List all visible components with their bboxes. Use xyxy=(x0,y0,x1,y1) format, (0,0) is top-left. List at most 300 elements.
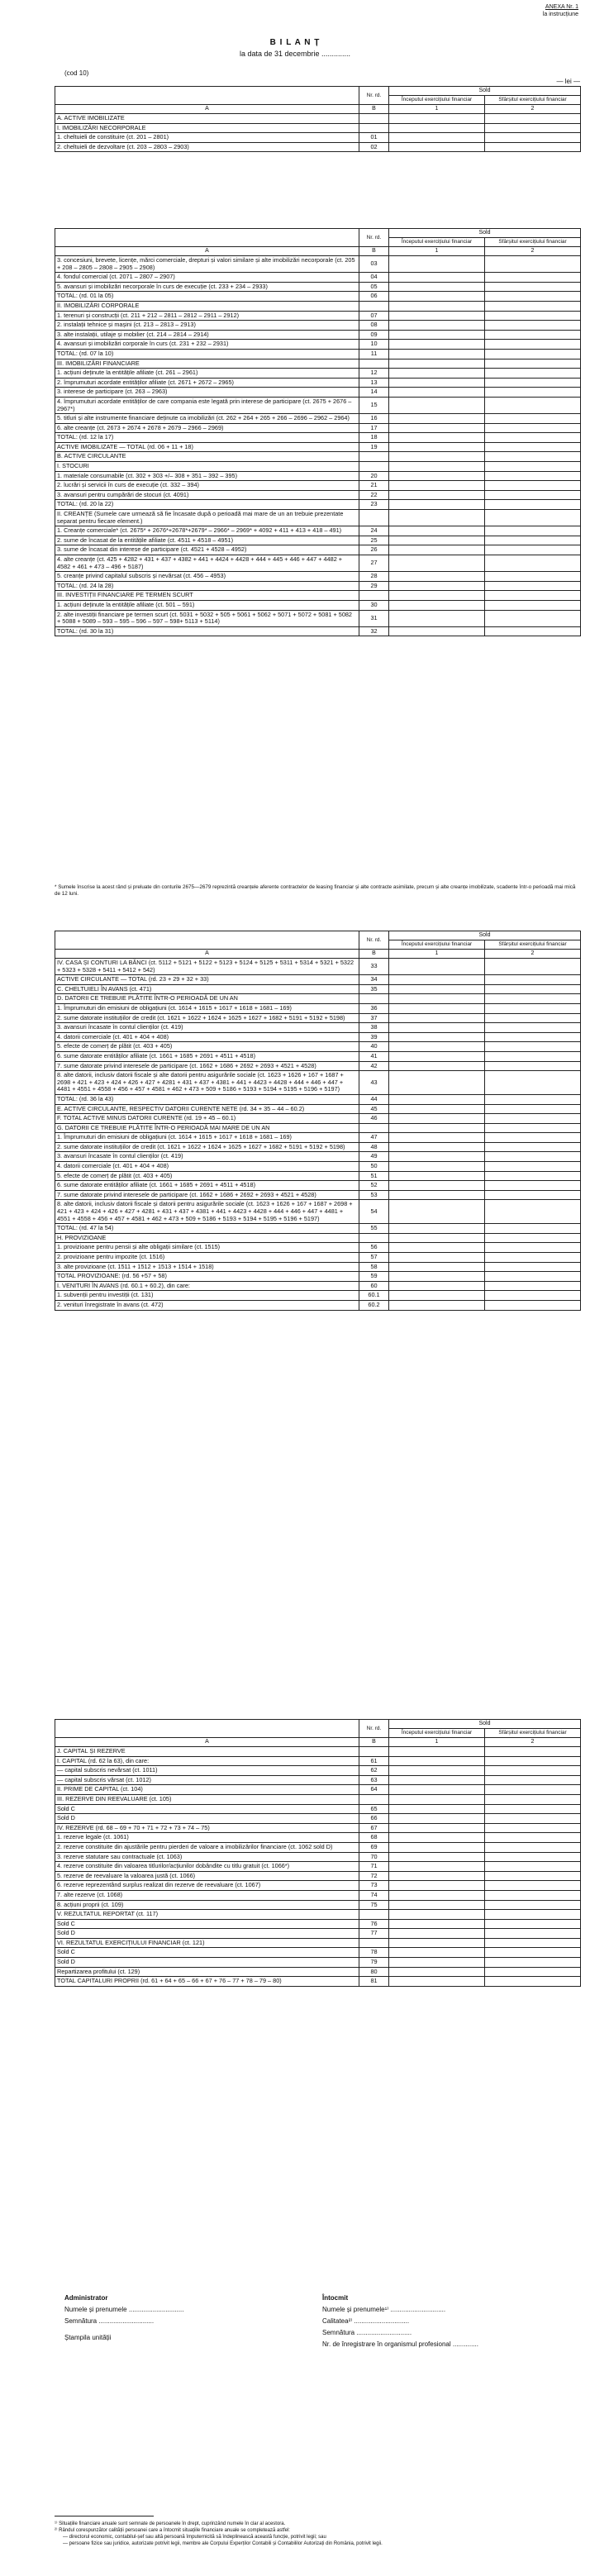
value-start-cell xyxy=(389,600,485,610)
table-row xyxy=(55,1300,581,1310)
row-label: 5. efecte de comerț de plătit (ct. 403 + 405) xyxy=(55,1171,359,1181)
value-end-cell xyxy=(485,1071,581,1095)
row-label: 7. sume datorate privind interesele de participare (ct. 1662 + 1686 + 2692 + 2693 + 4521 + 4528) xyxy=(55,1061,359,1071)
header-row-number: Nr. rd. xyxy=(359,931,389,950)
value-start-cell xyxy=(389,1929,485,1939)
header-col-2: 2 xyxy=(485,247,581,256)
value-start-cell xyxy=(389,1262,485,1272)
row-label: 2. împrumuturi acordate entităților afiliate (ct. 2671 + 2672 – 2965) xyxy=(55,378,359,388)
value-end-cell xyxy=(485,1181,581,1191)
row-label: 3. alte provizioane (ct. 1511 + 1512 + 1513 + 1514 + 1518) xyxy=(55,1262,359,1272)
row-label: 2. alte investiții financiare pe termen scurt (ct. 5031 + 5032 + 505 + 5061 + 5062 + 5071 + 5072 + 5081 + 5082 + 5088 + 5089 – 593 – 595 – 596 – 597 – 598+ 5113 + 5114) xyxy=(55,610,359,626)
row-label: 6. rezerve reprezentând surplus realizat din rezerve de reevaluare (ct. 1067) xyxy=(55,1881,359,1891)
value-end-cell xyxy=(485,1300,581,1310)
table-row xyxy=(55,1253,581,1263)
header-col-2: 2 xyxy=(485,1738,581,1747)
value-start-cell xyxy=(389,1133,485,1143)
header-col-b: B xyxy=(359,105,389,114)
row-number: 13 xyxy=(359,378,389,388)
administrator-block xyxy=(64,2293,184,2344)
table-row xyxy=(55,1804,581,1814)
row-number xyxy=(359,1747,389,1757)
row-label: TOTAL CAPITALURI PROPRII (rd. 61 + 64 + 65 – 66 + 67 + 76 – 77 + 78 – 79 – 80) xyxy=(55,1977,359,1987)
table-row xyxy=(55,1814,581,1824)
row-number: 58 xyxy=(359,1262,389,1272)
value-end-cell xyxy=(485,1794,581,1804)
table-row xyxy=(55,994,581,1004)
value-end-cell xyxy=(485,133,581,143)
table-row xyxy=(55,1094,581,1104)
value-start-cell xyxy=(389,572,485,582)
table-row xyxy=(55,1833,581,1843)
table-row xyxy=(55,1003,581,1013)
row-number: 70 xyxy=(359,1852,389,1862)
table-row xyxy=(55,471,581,481)
row-number: 66 xyxy=(359,1814,389,1824)
row-label: 5. creanțe privind capitalul subscris și nevărsat (ct. 456 – 4953) xyxy=(55,572,359,582)
row-label: Sold C xyxy=(55,1804,359,1814)
bottom-note: — persoane fizice sau juridice, autorizate potrivit legii, membre ale Corpului Experților Contabili și Contabililor Autorizați din România, potrivit legii. xyxy=(63,2541,383,2546)
value-end-cell xyxy=(485,1967,581,1977)
row-label: — capital subscris vărsat (ct. 1012) xyxy=(55,1775,359,1785)
value-start-cell xyxy=(389,1152,485,1162)
header-start-of-year: Începutul exercițiului financiar xyxy=(389,940,485,950)
row-number xyxy=(359,452,389,462)
annex-subtitle: la instrucțiune xyxy=(542,12,578,17)
value-start-cell xyxy=(389,123,485,133)
value-start-cell xyxy=(389,282,485,292)
row-number xyxy=(359,114,389,124)
table-row xyxy=(55,600,581,610)
row-number: 64 xyxy=(359,1785,389,1795)
company-stamp-label: Ștampila unității xyxy=(64,2334,112,2341)
row-label: D. DATORII CE TREBUIE PLĂTITE ÎNTR-O PERIOADĂ DE UN AN xyxy=(55,994,359,1004)
value-end-cell xyxy=(485,1233,581,1243)
bottom-note: ²⁾ Rândul corespunzător calității persoanei care a întocmit situațiile financiare anuale se completează astfel: xyxy=(55,2528,290,2533)
value-end-cell xyxy=(485,414,581,424)
row-number: 10 xyxy=(359,340,389,350)
row-label: 7. sume datorate privind interesele de participare (ct. 1662 + 1686 + 2692 + 2693 + 4521 + 4528) xyxy=(55,1190,359,1200)
value-start-cell xyxy=(389,1190,485,1200)
row-label: 6. alte creanțe (ct. 2673 + 2674 + 2678 + 2679 – 2966 – 2969) xyxy=(55,423,359,433)
value-end-cell xyxy=(485,1747,581,1757)
header-blank-cell xyxy=(55,229,359,247)
value-start-cell xyxy=(389,388,485,398)
table-row xyxy=(55,378,581,388)
value-start-cell xyxy=(389,330,485,340)
value-end-cell xyxy=(485,1775,581,1785)
row-label: 3. avansuri pentru cumpărări de stocuri (ct. 4091) xyxy=(55,490,359,500)
table-row xyxy=(55,1948,581,1958)
value-end-cell xyxy=(485,1051,581,1061)
value-end-cell xyxy=(485,1958,581,1968)
value-end-cell xyxy=(485,510,581,526)
table-row xyxy=(55,1881,581,1891)
row-number xyxy=(359,510,389,526)
value-start-cell xyxy=(389,292,485,302)
row-label: I. CAPITAL (rd. 62 la 63), din care: xyxy=(55,1756,359,1766)
row-number xyxy=(359,591,389,601)
table-row xyxy=(55,397,581,413)
footnote-leasing: * Sumele înscrise la acest rând și preluate din conturile 2675—2679 reprezintă creanțele aferente contractelor de leasing financiar și alte contracte asimilate, precum și alte creanțe imobilizate, scadente într-o perioadă mai mică de 12 luni. xyxy=(55,884,576,897)
value-start-cell xyxy=(389,1977,485,1987)
table-row xyxy=(55,1900,581,1910)
value-start-cell xyxy=(389,1281,485,1291)
row-number: 35 xyxy=(359,984,389,994)
row-label: Repartizarea profitului (ct. 129) xyxy=(55,1967,359,1977)
value-end-cell xyxy=(485,1833,581,1843)
table-row xyxy=(55,490,581,500)
prepared-by-name-field: Numele și prenumele¹⁾ .............................. xyxy=(322,2306,446,2313)
value-end-cell xyxy=(485,536,581,545)
header-col-1: 1 xyxy=(389,950,485,959)
table-row xyxy=(55,1224,581,1234)
row-label: V. REZULTATUL REPORTAT (ct. 117) xyxy=(55,1910,359,1920)
value-end-cell xyxy=(485,292,581,302)
value-start-cell xyxy=(389,1162,485,1172)
value-start-cell xyxy=(389,1181,485,1191)
value-start-cell xyxy=(389,414,485,424)
table-row xyxy=(55,555,581,572)
value-start-cell xyxy=(389,1094,485,1104)
row-label: — capital subscris nevărsat (ct. 1011) xyxy=(55,1766,359,1776)
value-end-cell xyxy=(485,330,581,340)
value-end-cell xyxy=(485,1804,581,1814)
table-row xyxy=(55,433,581,443)
row-number: 65 xyxy=(359,1804,389,1814)
row-number: 25 xyxy=(359,536,389,545)
value-start-cell xyxy=(389,1171,485,1181)
table-row xyxy=(55,1852,581,1862)
row-label: 2. rezerve constituite din ajustările pentru pierderi de valoare a imobilizărilor financiare (ct. 1062 sold D) xyxy=(55,1842,359,1852)
row-label: 3. avansuri încasate în contul clienților (ct. 419) xyxy=(55,1152,359,1162)
value-end-cell xyxy=(485,340,581,350)
row-label: 1. terenuri și construcții (ct. 211 + 212 – 2811 – 2812 – 2911 – 2912) xyxy=(55,311,359,321)
row-number: 47 xyxy=(359,1133,389,1143)
value-start-cell xyxy=(389,114,485,124)
row-number: 62 xyxy=(359,1766,389,1776)
row-number xyxy=(359,123,389,133)
table-row xyxy=(55,500,581,510)
row-number: 34 xyxy=(359,975,389,985)
row-number xyxy=(359,1794,389,1804)
table-row xyxy=(55,1272,581,1282)
row-number: 18 xyxy=(359,433,389,443)
row-label: 5. rezerve de reevaluare la valoarea justă (ct. 1066) xyxy=(55,1871,359,1881)
table-row xyxy=(55,481,581,491)
header-col-a: A xyxy=(55,1738,359,1747)
value-start-cell xyxy=(389,1253,485,1263)
value-end-cell xyxy=(485,1281,581,1291)
table-row xyxy=(55,292,581,302)
value-end-cell xyxy=(485,423,581,433)
row-number: 02 xyxy=(359,142,389,152)
row-number: 55 xyxy=(359,1224,389,1234)
value-end-cell xyxy=(485,481,581,491)
prepared-by-capacity-field: Calitatea²⁾ .............................. xyxy=(322,2317,410,2325)
table-row xyxy=(55,1152,581,1162)
administrator-signature-field: Semnătura .............................. xyxy=(64,2317,155,2325)
table-row xyxy=(55,330,581,340)
value-end-cell xyxy=(485,1224,581,1234)
value-end-cell xyxy=(485,462,581,472)
row-label: 3. interese de participare (ct. 263 – 2963) xyxy=(55,388,359,398)
value-end-cell xyxy=(485,1881,581,1891)
value-start-cell xyxy=(389,1775,485,1785)
value-start-cell xyxy=(389,1871,485,1881)
row-label: 2. venituri înregistrate în avans (ct. 472) xyxy=(55,1300,359,1310)
table-row xyxy=(55,1071,581,1095)
row-number: 38 xyxy=(359,1023,389,1033)
value-end-cell xyxy=(485,388,581,398)
row-number: 14 xyxy=(359,388,389,398)
row-label: II. PRIME DE CAPITAL (ct. 104) xyxy=(55,1785,359,1795)
value-start-cell xyxy=(389,340,485,350)
value-end-cell xyxy=(485,369,581,379)
row-number: 20 xyxy=(359,471,389,481)
value-start-cell xyxy=(389,1272,485,1282)
balance-table-2 xyxy=(55,228,581,636)
row-label: TOTAL: (rd. 36 la 43) xyxy=(55,1094,359,1104)
value-end-cell xyxy=(485,526,581,536)
value-end-cell xyxy=(485,1862,581,1872)
row-label: 3. rezerve statutare sau contractuale (ct. 1063) xyxy=(55,1852,359,1862)
value-start-cell xyxy=(389,301,485,311)
table-row xyxy=(55,423,581,433)
row-number: 57 xyxy=(359,1253,389,1263)
row-number: 29 xyxy=(359,581,389,591)
value-end-cell xyxy=(485,591,581,601)
value-end-cell xyxy=(485,349,581,359)
value-end-cell xyxy=(485,1262,581,1272)
value-start-cell xyxy=(389,1200,485,1224)
value-end-cell xyxy=(485,1162,581,1172)
header-col-2: 2 xyxy=(485,950,581,959)
row-number: 61 xyxy=(359,1756,389,1766)
row-number: 12 xyxy=(359,369,389,379)
value-end-cell xyxy=(485,1842,581,1852)
value-start-cell xyxy=(389,1233,485,1243)
value-end-cell xyxy=(485,273,581,283)
table-row xyxy=(55,1747,581,1757)
value-end-cell xyxy=(485,1814,581,1824)
value-start-cell xyxy=(389,481,485,491)
table-row xyxy=(55,1032,581,1042)
administrator-name-field: Numele și prenumele .............................. xyxy=(64,2306,184,2313)
table-row xyxy=(55,114,581,124)
row-number: 22 xyxy=(359,490,389,500)
row-number: 74 xyxy=(359,1890,389,1900)
value-end-cell xyxy=(485,256,581,273)
bottom-note: — directorul economic, contabilul-șef sau altă persoană împuternicită să îndeplinească această funcție, potrivit legii; sau xyxy=(63,2535,326,2540)
value-start-cell xyxy=(389,1785,485,1795)
value-end-cell xyxy=(485,282,581,292)
row-label: 3. alte instalații, utilaje și mobilier (ct. 214 – 2814 – 2914) xyxy=(55,330,359,340)
row-number xyxy=(359,359,389,369)
value-start-cell xyxy=(389,1814,485,1824)
row-number: 30 xyxy=(359,600,389,610)
row-number: 17 xyxy=(359,423,389,433)
table-row xyxy=(55,1766,581,1776)
header-end-of-year: Sfârșitul exercițiului financiar xyxy=(485,238,581,247)
row-label: TOTAL: (rd. 12 la 17) xyxy=(55,433,359,443)
row-number: 27 xyxy=(359,555,389,572)
table-row xyxy=(55,1181,581,1191)
row-number: 59 xyxy=(359,1272,389,1282)
header-col-1: 1 xyxy=(389,1738,485,1747)
form-code: (cod 10) xyxy=(64,69,89,77)
table-row xyxy=(55,1104,581,1114)
value-end-cell xyxy=(485,378,581,388)
value-start-cell xyxy=(389,1862,485,1872)
currency-label: — lei — xyxy=(556,78,580,85)
row-label: 1. rezerve legale (ct. 1061) xyxy=(55,1833,359,1843)
header-start-of-year: Începutul exercițiului financiar xyxy=(389,96,485,105)
table-row xyxy=(55,1142,581,1152)
row-label: E. ACTIVE CIRCULANTE, RESPECTIV DATORII CURENTE NETE (rd. 34 + 35 – 44 – 60.2) xyxy=(55,1104,359,1114)
value-end-cell xyxy=(485,123,581,133)
row-number: 39 xyxy=(359,1032,389,1042)
value-end-cell xyxy=(485,600,581,610)
table-row xyxy=(55,510,581,526)
row-number: 81 xyxy=(359,1977,389,1987)
table-row xyxy=(55,1785,581,1795)
table-row xyxy=(55,1061,581,1071)
table-row xyxy=(55,452,581,462)
value-end-cell xyxy=(485,1785,581,1795)
value-start-cell xyxy=(389,1890,485,1900)
value-start-cell xyxy=(389,1051,485,1061)
table-row xyxy=(55,984,581,994)
row-label: ACTIVE CIRCULANTE — TOTAL (rd. 23 + 29 + 32 + 33) xyxy=(55,975,359,985)
row-label: Sold D xyxy=(55,1958,359,1968)
value-start-cell xyxy=(389,510,485,526)
row-number: 09 xyxy=(359,330,389,340)
value-end-cell xyxy=(485,555,581,572)
value-start-cell xyxy=(389,1032,485,1042)
row-number: 52 xyxy=(359,1181,389,1191)
row-number: 53 xyxy=(359,1190,389,1200)
row-number: 79 xyxy=(359,1958,389,1968)
value-end-cell xyxy=(485,545,581,555)
value-start-cell xyxy=(389,1224,485,1234)
row-label: TOTAL: (rd. 24 la 28) xyxy=(55,581,359,591)
header-sold: Sold xyxy=(389,931,581,940)
row-number: 15 xyxy=(359,397,389,413)
table-row xyxy=(55,256,581,273)
table-row xyxy=(55,1023,581,1033)
row-number: 21 xyxy=(359,481,389,491)
header-col-b: B xyxy=(359,950,389,959)
value-end-cell xyxy=(485,1094,581,1104)
row-number: 26 xyxy=(359,545,389,555)
table-row xyxy=(55,1967,581,1977)
row-number xyxy=(359,462,389,472)
row-number: 04 xyxy=(359,273,389,283)
row-number: 56 xyxy=(359,1243,389,1253)
row-number: 54 xyxy=(359,1200,389,1224)
row-label: III. REZERVE DIN REEVALUARE (ct. 105) xyxy=(55,1794,359,1804)
value-end-cell xyxy=(485,1104,581,1114)
value-end-cell xyxy=(485,114,581,124)
value-end-cell xyxy=(485,1253,581,1263)
row-label: 4. rezerve constituite din valoarea titlurilor/acțiunilor dobândite cu titlu gratuit (ct. 1066*) xyxy=(55,1862,359,1872)
row-number: 07 xyxy=(359,311,389,321)
row-label: A. ACTIVE IMOBILIZATE xyxy=(55,114,359,124)
row-label: TOTAL: (rd. 30 la 31) xyxy=(55,626,359,636)
header-start-of-year: Începutul exercițiului financiar xyxy=(389,238,485,247)
row-label: 4. alte creanțe (ct. 425 + 4282 + 431 + 437 + 4382 + 441 + 4424 + 4428 + 444 + 445 + 446 + 447 + 4482 + 4582 + 461 + 473 – 496 + 5187) xyxy=(55,555,359,572)
row-number: 08 xyxy=(359,321,389,331)
row-number: 78 xyxy=(359,1948,389,1958)
table-row xyxy=(55,1262,581,1272)
table-row xyxy=(55,1794,581,1804)
value-end-cell xyxy=(485,984,581,994)
value-start-cell xyxy=(389,1766,485,1776)
value-start-cell xyxy=(389,1291,485,1301)
row-label: 1. cheltuieli de constituire (ct. 201 – 2801) xyxy=(55,133,359,143)
value-end-cell xyxy=(485,1291,581,1301)
table-row xyxy=(55,273,581,283)
value-start-cell xyxy=(389,349,485,359)
row-label: 2. lucrări și servicii în curs de execuție (ct. 332 – 394) xyxy=(55,481,359,491)
row-number: 51 xyxy=(359,1171,389,1181)
table-row xyxy=(55,442,581,452)
value-end-cell xyxy=(485,442,581,452)
table-row xyxy=(55,133,581,143)
table-row xyxy=(55,282,581,292)
table-row xyxy=(55,1756,581,1766)
value-end-cell xyxy=(485,1919,581,1929)
value-start-cell xyxy=(389,133,485,143)
table-row xyxy=(55,340,581,350)
value-start-cell xyxy=(389,1071,485,1095)
table-row xyxy=(55,1243,581,1253)
value-end-cell xyxy=(485,1003,581,1013)
value-start-cell xyxy=(389,462,485,472)
table-row xyxy=(55,1013,581,1023)
table-row xyxy=(55,610,581,626)
value-start-cell xyxy=(389,1142,485,1152)
row-label: II. CREANȚE (Sumele care urmează să fie încasate după o perioadă mai mare de un an trebuie prezentate separat pentru fiecare element.) xyxy=(55,510,359,526)
row-number: 31 xyxy=(359,610,389,626)
value-start-cell xyxy=(389,1300,485,1310)
value-end-cell xyxy=(485,1142,581,1152)
row-label: 3. sume de încasat din interese de participare (ct. 4521 + 4528 – 4952) xyxy=(55,545,359,555)
value-end-cell xyxy=(485,1900,581,1910)
document-title: B I L A N Ț xyxy=(269,38,321,47)
value-end-cell xyxy=(485,975,581,985)
annex-reference xyxy=(543,3,578,18)
value-start-cell xyxy=(389,433,485,443)
value-start-cell xyxy=(389,1842,485,1852)
value-start-cell xyxy=(389,610,485,626)
table-row xyxy=(55,1919,581,1929)
row-number: 23 xyxy=(359,500,389,510)
row-number: 19 xyxy=(359,442,389,452)
header-sold: Sold xyxy=(389,1720,581,1729)
row-number: 37 xyxy=(359,1013,389,1023)
row-label: 4. fondul comercial (ct. 2071 – 2807 – 2907) xyxy=(55,273,359,283)
document-date: la data de 31 decembrie .............. xyxy=(239,50,351,58)
value-start-cell xyxy=(389,359,485,369)
table-row xyxy=(55,1291,581,1301)
row-label: 8. alte datorii, inclusiv datorii fiscale și datorii pentru asigurările sociale (ct. 1623 + 1626 + 167 + 1687 + 2698 + 421 + 423 + 424 + 426 + 427 + 4281 + 431 + 437 + 4381 + 441 + 4423 + 4428 + 444 + 446 + 447 + 4481 + 4551 + 4558 + 456 + 457 + 4581 + 462 + 473 + 509 + 5186 + 5193 + 5194 + 5195 + 5196 + 5197) xyxy=(55,1200,359,1224)
row-number: 77 xyxy=(359,1929,389,1939)
header-col-2: 2 xyxy=(485,105,581,114)
table-row xyxy=(55,959,581,975)
value-end-cell xyxy=(485,1852,581,1862)
